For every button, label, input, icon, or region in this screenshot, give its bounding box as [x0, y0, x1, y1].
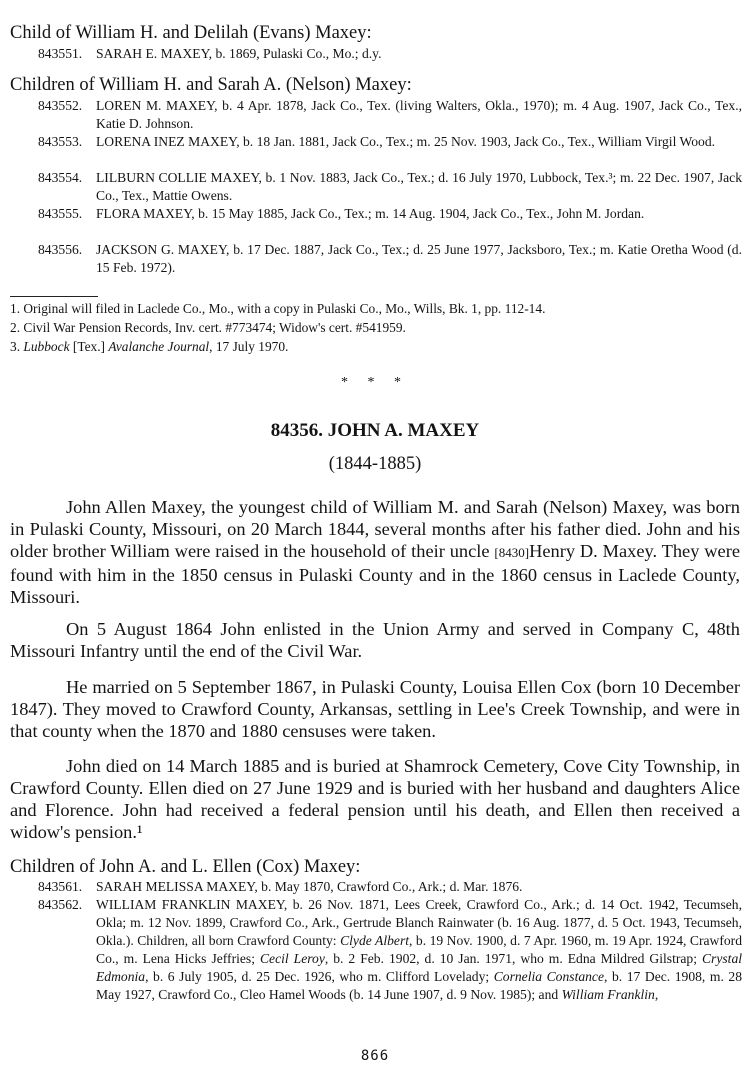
entry-number: 843562.	[38, 897, 83, 912]
entry-text: LOREN M. MAXEY, b. 4 Apr. 1878, Jack Co., Tex. (living Walters, Okla., 1970); m. 4 Aug. 1907, Jack Co., Tex., Katie D. Johnson.	[96, 98, 742, 131]
footnote-2: 2. Civil War Pension Records, Inv. cert. #773474; Widow's cert. #541959.	[10, 320, 406, 335]
page-number: 866	[360, 1048, 390, 1064]
footnote-1: 1. Original will filed in Laclede Co., Mo., with a copy in Pulaski Co., Mo., Wills, Bk. 1, pp. 112-14.	[10, 301, 546, 316]
entry-text: SARAH MELISSA MAXEY, b. May 1870, Crawford Co., Ark.; d. Mar. 1876.	[96, 879, 523, 894]
section-title: 84356. JOHN A. MAXEY	[270, 420, 480, 441]
entry-843556	[38, 241, 742, 277]
entry-843561	[38, 878, 742, 896]
paragraph-3: He married on 5 September 1867, in Pulaski County, Louisa Ellen Cox (born 10 December 1847). They moved to Crawford County, Arkansas, settling in Lee's Creek Township, and were in that county when the 1870 and 1880 censuses were taken.	[10, 677, 740, 741]
footnote-3: 3. Lubbock [Tex.] Avalanche Journal, 17 July 1970.	[10, 339, 289, 354]
entry-number: 843554.	[38, 170, 83, 185]
entry-text: SARAH E. MAXEY, b. 1869, Pulaski Co., Mo.; d.y.	[96, 46, 382, 61]
heading-ellen-children: Children of John A. and L. Ellen (Cox) Maxey:	[10, 857, 361, 877]
entry-843551	[38, 45, 742, 63]
footnote-rule	[10, 296, 98, 297]
entry-number: 843552.	[38, 98, 83, 113]
entry-text: WILLIAM FRANKLIN MAXEY, b. 26 Nov. 1871, Lees Creek, Crawford Co., Ark.; d. 14 Oct. 1942, Tecumseh, Okla; m. 12 Nov. 1899, Crawford Co., Ark., Gertrude Blanch Rainwater (b. 16 Aug. 1877, d. 5 Oct. 1943, Tecumseh, Okla.). Children, all born Crawford County: Clyde Albert, b. 19 Nov. 1900, d. 7 Apr. 1960, m. 19 Apr. 1924, Crawford Co., m. Lena Hicks Jeffries; Cecil Leroy, b. 2 Feb. 1902, d. 10 Jan. 1971, who m. Edna Mildred Gilstrap; Crystal Edmonia, b. 6 July 1905, d. 25 Dec. 1926, who m. Clifford Lovelady; Cornelia Constance, b. 17 Dec. 1908, m. 28 May 1927, Crawford Co., Cleo Hamel Woods (b. 14 June 1907, d. 9 Nov. 1985); and William Franklin,	[96, 897, 743, 1002]
paragraph-1: John Allen Maxey, the youngest child of William M. and Sarah (Nelson) Maxey, was born in Pulaski County, Missouri, on 20 March 1844, several months after his father died. John and his older brother William were raised in the household of their uncle [8430]Henry D. Maxey. They were found with him in the 1850 census in Pulaski County and in the 1860 census in Laclede County, Missouri.	[10, 497, 740, 607]
entry-843552	[38, 97, 742, 133]
entry-843562	[38, 896, 742, 1004]
entry-number: 843553.	[38, 134, 83, 149]
paragraph-2: On 5 August 1864 John enlisted in the Union Army and served in Company C, 48th Missouri Infantry until the end of the Civil War.	[10, 619, 740, 661]
entry-number: 843551.	[38, 46, 83, 61]
entry-843555	[38, 205, 742, 223]
heading-sarah-children: Children of William H. and Sarah A. (Nelson) Maxey:	[10, 75, 412, 95]
entry-number: 843561.	[38, 879, 83, 894]
entry-number: 843556.	[38, 242, 83, 257]
entry-843553	[38, 133, 742, 151]
entry-number: 843555.	[38, 206, 83, 221]
section-separator: * * *	[341, 375, 409, 390]
heading-delilah-children: Child of William H. and Delilah (Evans) Maxey:	[10, 23, 372, 43]
cross-reference: [8430]	[494, 545, 530, 560]
entry-text: JACKSON G. MAXEY, b. 17 Dec. 1887, Jack Co., Tex.; d. 25 June 1977, Jacksboro, Tex.; m. Katie Oretha Wood (d. 15 Feb. 1972).	[96, 242, 742, 275]
paragraph-4: John died on 14 March 1885 and is buried at Shamrock Cemetery, Cove City Township, in Crawford County. Ellen died on 27 June 1929 and is buried with her husband and daughters Alice and Florence. John had received a federal pension until his death, and Ellen then received a widow's pension.¹	[10, 756, 740, 842]
section-years: (1844-1885)	[328, 454, 422, 474]
entry-text: LILBURN COLLIE MAXEY, b. 1 Nov. 1883, Jack Co., Tex.; d. 16 July 1970, Lubbock, Tex.³; m. 22 Dec. 1907, Jack Co., Tex., Mattie Owens.	[96, 170, 742, 203]
entry-843554	[38, 169, 742, 205]
entry-text: FLORA MAXEY, b. 15 May 1885, Jack Co., Tex.; m. 14 Aug. 1904, Jack Co., Tex., John M. Jordan.	[96, 206, 645, 221]
entry-text: LORENA INEZ MAXEY, b. 18 Jan. 1881, Jack Co., Tex.; m. 25 Nov. 1903, Jack Co., Tex., William Virgil Wood.	[96, 134, 716, 149]
